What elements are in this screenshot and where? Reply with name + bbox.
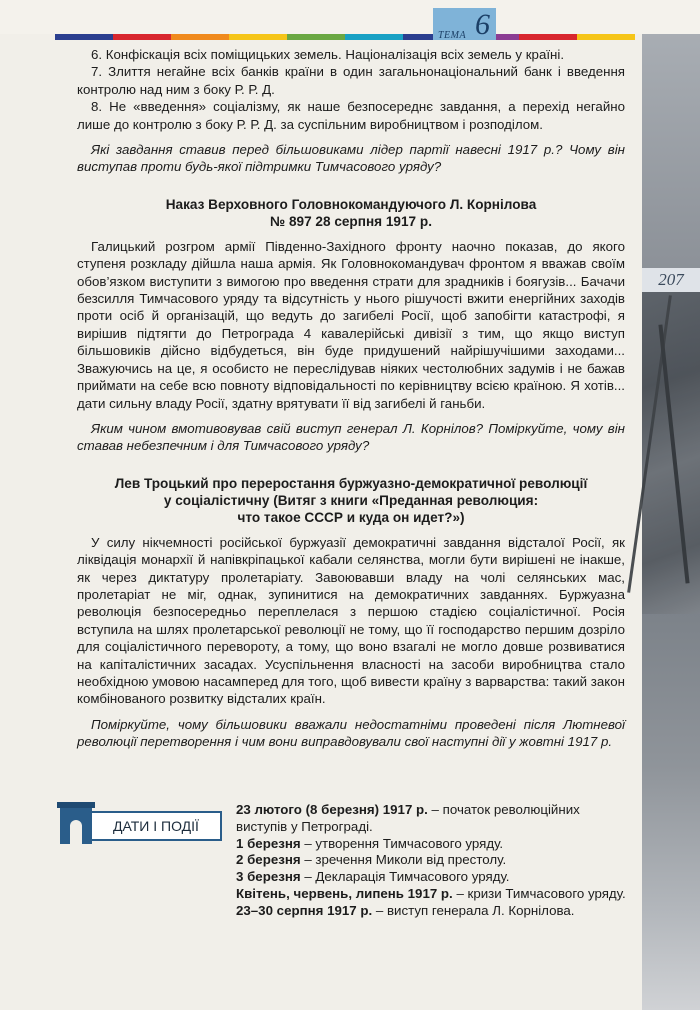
event-item bbox=[236, 903, 626, 920]
event-date: 23–30 серпня 1917 р. bbox=[236, 902, 373, 918]
event-date: 2 березня bbox=[236, 852, 301, 868]
section-title-trotsky: Лев Троцький про переростання буржуазно-демократичної революції у соціалістичну (Витяг з книги «Преданная революция: что такое СССР и куда он идет?») bbox=[114, 475, 588, 525]
stripe-segment bbox=[345, 34, 403, 40]
section-body-trotsky: У силу нікчемності російської буржуазії демократичні завдання відсталої Росії, як ліквідація монархії й напівкріпацької кабали селянства, могли бути вирішені не інакше, як через диктатуру пролетаріату. Завоювавши владу на чолі селянських мас, пролетаріат не міг, однак, зупинитися на демократичних завданнях. Буржуазна революція безпосередньо переплелася з першою стадією соціалістичної. Росія вступила на шлях пролетарської революції не тому, що її господарство першим дозріло для соціалістичного перевороту, а тому, що воно взагалі не могло довше розвиватися на капіталістичних засадах. Усуспільнення власності на засоби виробництва стало необхідною умовою насамперед для того, щоб вивести країну з варварства: такий закон комбінованого розвитку відсталих країн. bbox=[77, 534, 625, 707]
section-title-kornilov: Наказ Верховного Головнокомандуючого Л. Корнілова № 897 28 серпня 1917 р. bbox=[165, 196, 537, 229]
event-item bbox=[236, 852, 626, 869]
historical-photo bbox=[642, 284, 700, 614]
theme-label: ТЕМА bbox=[438, 30, 467, 41]
theme-badge bbox=[433, 8, 496, 40]
event-date: 3 березня bbox=[236, 869, 301, 885]
page-number: 207 bbox=[642, 268, 700, 292]
list-item: 6. Конфіскація всіх поміщицьких земель. Націоналізація всіх земель у країні. bbox=[91, 47, 565, 62]
event-text: – зречення Миколи від престолу. bbox=[300, 852, 507, 868]
event-text: – кризи Тимчасового уряду. bbox=[452, 885, 626, 901]
stripe-segment bbox=[229, 34, 287, 40]
event-text: – виступ генерала Л. Корнілова. bbox=[372, 902, 575, 918]
event-text: – утворення Тимчасового уряду. bbox=[300, 835, 504, 851]
theme-number: 6 bbox=[475, 8, 490, 41]
event-text: – початок революційних виступів у Петрограді. bbox=[236, 802, 580, 834]
event-date: 1 березня bbox=[236, 835, 301, 851]
stripe-segment bbox=[287, 34, 345, 40]
question-2: Яким чином вмотивовував свій виступ генерал Л. Корнілов? Поміркуйте, чому він ставав небезпечним і для Тимчасового уряду? bbox=[77, 420, 625, 454]
event-item bbox=[236, 886, 626, 903]
stripe-segment bbox=[113, 34, 171, 40]
event-date: Квітень, червень, липень 1917 р. bbox=[236, 885, 453, 901]
event-item bbox=[236, 802, 626, 836]
arch-icon bbox=[60, 804, 92, 844]
event-item bbox=[236, 836, 626, 853]
stripe-segment bbox=[519, 34, 577, 40]
main-content bbox=[77, 46, 625, 751]
event-item bbox=[236, 869, 626, 886]
event-text: – Декларація Тимчасового уряду. bbox=[300, 869, 510, 885]
top-margin bbox=[0, 0, 700, 34]
rainbow-stripe bbox=[55, 34, 635, 40]
event-date: 23 лютого (8 березня) 1917 р. bbox=[236, 802, 428, 817]
events-list bbox=[236, 802, 626, 920]
question-1: Які завдання ставив перед більшовиками лідер партії навесні 1917 р.? Чому він виступав проти будь-якої підтримки Тимчасового уряду? bbox=[77, 142, 625, 175]
stripe-segment bbox=[577, 34, 635, 40]
side-photo-strip bbox=[642, 34, 700, 1010]
events-badge-label: ДАТИ І ПОДІЇ bbox=[92, 811, 222, 841]
list-item: 8. Не «введення» соціалізму, як наше безпосереднє завдання, а перехід негайно лише до контролю з боку Р. Р. Д. за суспільним виробництвом і розподілом. bbox=[77, 99, 625, 132]
stripe-segment bbox=[171, 34, 229, 40]
stripe-segment bbox=[55, 34, 113, 40]
section-body-kornilov: Галицький розгром армії Південно-Західного фронту наочно показав, до якого ступеня розкладу дійшла наша армія. Як Головнокомандувач фронтом я вважав своїм обов’язком виступити з вимогою про введення страти для зрадників і боягузів... Бачачи безсилля Тимчасового уряду та відсутність у нього рішучості вжити енергійних заходів проти осіб й організацій, що ведуть до загибелі Росії, щоб запобігти катастрофі, я вирішив підтягти до Петрограда 4 кавалерійські дивізії з тим, що якщо виступ більшовиків дійсно відбудеться, він буде придушений найрішучішими заходами... Зважуючись на це, я особисто не переслідував ніяких честолюбних задумів і не бажав приймати на себе всю повноту відповідальності по керівництву всією країною. Я хотів... дати сильну владу Росії, здатну врятувати її від загибелі й ганьби. bbox=[77, 238, 625, 411]
question-3: Поміркуйте, чому більшовики вважали недостатніми проведені після Лютневої революції перетворення і чим вони виправдовували свої наступні дії у жовтні 1917 р. bbox=[77, 716, 625, 750]
events-badge bbox=[60, 802, 230, 846]
list-item: 7. Злиття негайне всіх банків країни в один загальнонаціональний банк і введення контролю над ним з боку Р. Р. Д. bbox=[77, 64, 625, 97]
